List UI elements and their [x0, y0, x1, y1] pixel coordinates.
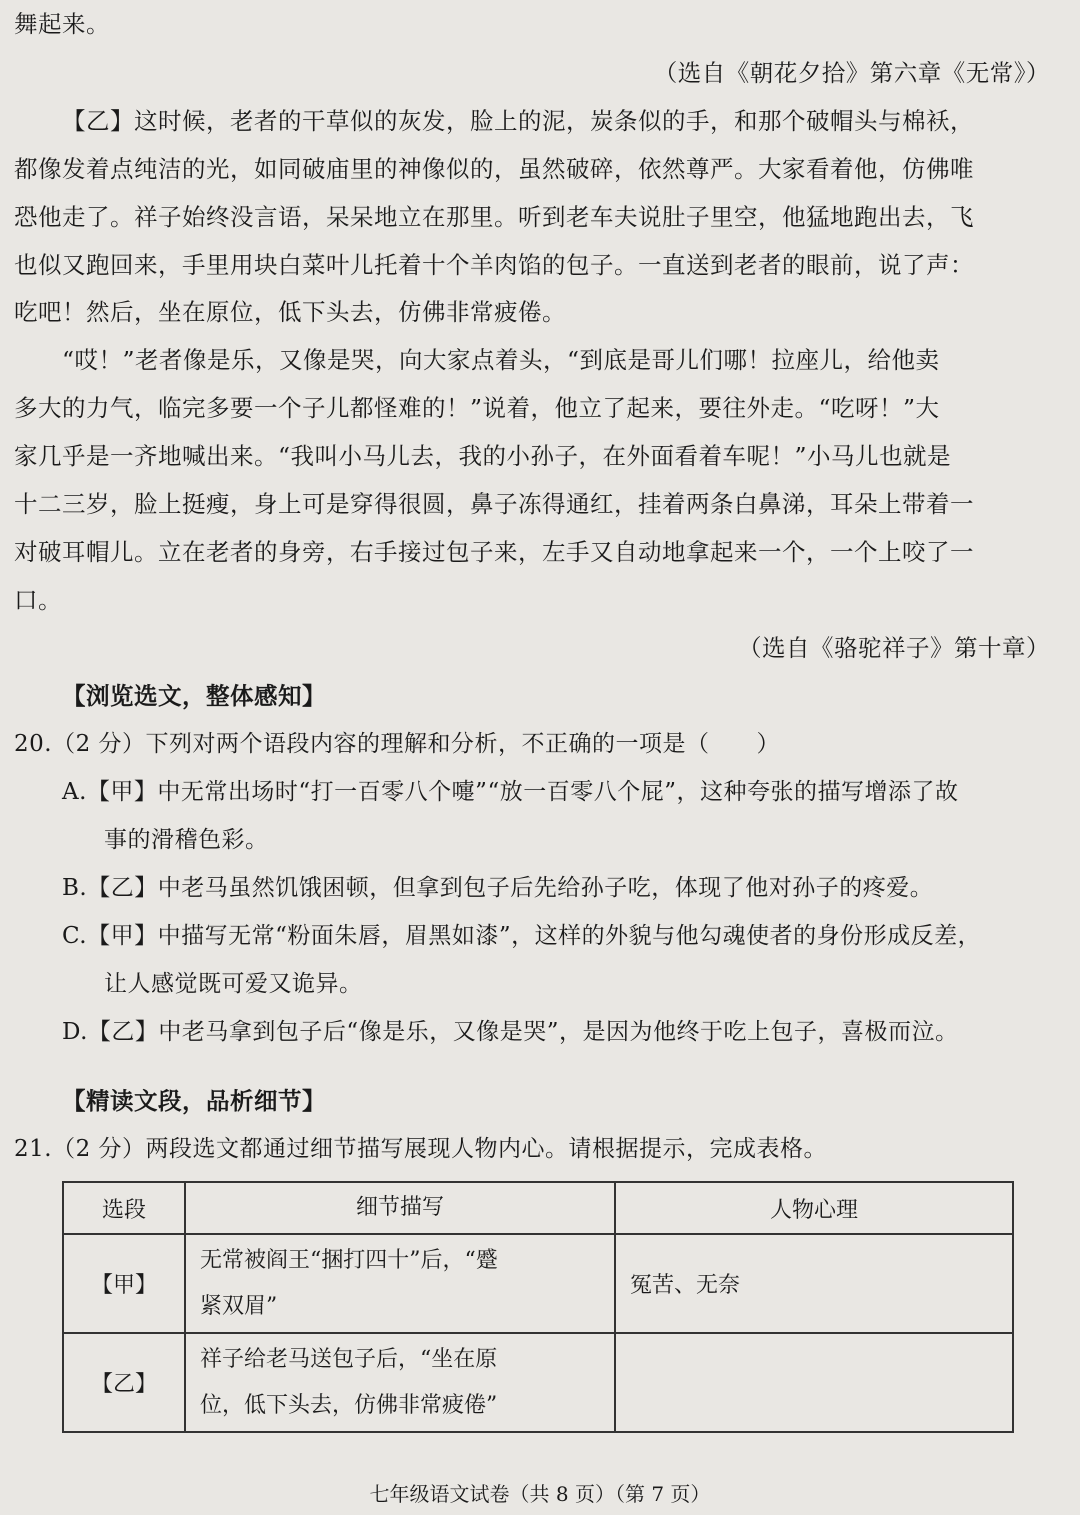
passage-yi-line: 也似又跑回来，手里用块白菜叶儿托着十个羊肉馅的包子。一直送到老者的眼前，说了声：	[14, 251, 974, 279]
source-yi: （选自《骆驼祥子》第十章）	[738, 634, 1050, 662]
header-segment: 选段	[63, 1182, 185, 1234]
passage-yi-line: 恐他走了。祥子始终没言语，呆呆地立在那里。听到老车夫说肚子里空，他猛地跑出去，飞	[14, 203, 974, 231]
passage-yi-line: “哎！”老者像是乐，又像是哭，向大家点着头，“到底是哥儿们哪！拉座儿，给他卖	[62, 346, 940, 374]
passage-yi-line: 十二三岁，脸上挺瘦，身上可是穿得很圆，鼻子冻得通红，挂着两条白鼻涕，耳朵上带着一	[14, 490, 974, 518]
header-mind: 人物心理	[615, 1182, 1013, 1234]
row-segment: 【甲】	[63, 1234, 185, 1333]
option-c: C.【甲】中描写无常“粉面朱唇，眉黑如漆”，这样的外貌与他勾魂使者的身份形成反差，	[62, 923, 982, 949]
question-20-stem: 20.（2 分）下列对两个语段内容的理解和分析，不正确的一项是（ ）	[14, 731, 781, 757]
option-a: A.【甲】中无常出场时“打一百零八个嚏”“放一百零八个屁”，这种夸张的描写增添了故	[62, 779, 959, 805]
passage-yi-line: 都像发着点纯洁的光，如同破庙里的神像似的，虽然破碎，依然尊严。大家看着他，仿佛唯	[14, 155, 974, 183]
detail-line: 祥子给老马送包子后，“坐在原	[200, 1346, 498, 1372]
passage-yi-line: 【乙】这时候，老者的干草似的灰发，脸上的泥，炭条似的手，和那个破帽头与棉袄，	[62, 107, 974, 135]
passage-yi-line: 口。	[14, 586, 62, 614]
option-b: B.【乙】中老马虽然饥饿困顿，但拿到包子后先给孙子吃，体现了他对孙子的疼爱。	[62, 875, 934, 901]
detail-line: 位，低下头去，仿佛非常疲倦”	[200, 1392, 498, 1418]
detail-table	[62, 1181, 1014, 1433]
row-segment: 【乙】	[63, 1333, 185, 1432]
passage-line-top: 舞起来。	[14, 10, 110, 38]
page-footer: 七年级语文试卷（共 8 页）（第 7 页）	[369, 1482, 711, 1506]
row-detail	[185, 1333, 615, 1432]
passage-yi-line: 吃吧！然后，坐在原位，低下头去，仿佛非常疲倦。	[14, 298, 566, 326]
passage-yi-line: 对破耳帽儿。立在老者的身旁，右手接过包子来，左手又自动地拿起来一个，一个上咬了一	[14, 538, 974, 566]
passage-yi-line: 多大的力气，临完多要一个子儿都怪难的！”说着，他立了起来，要往外走。“吃呀！”大	[14, 394, 940, 422]
passage-yi-line: 家几乎是一齐地喊出来。“我叫小马儿去，我的小孙子，在外面看着车呢！”小马儿也就是	[14, 442, 952, 470]
source-jia: （选自《朝花夕拾》第六章《无常》）	[653, 59, 1050, 87]
section-heading-read: 【精读文段，品析细节】	[62, 1087, 326, 1115]
detail-line: 无常被阎王“捆打四十”后，“蹙	[200, 1247, 498, 1273]
table-header-row	[63, 1182, 1013, 1234]
table-row	[63, 1234, 1013, 1333]
row-mind: 冤苦、无奈	[615, 1234, 1013, 1333]
question-21-stem: 21.（2 分）两段选文都通过细节描写展现人物内心。请根据提示，完成表格。	[14, 1136, 828, 1162]
header-detail: 细节描写	[185, 1182, 615, 1234]
option-a-cont: 事的滑稽色彩。	[104, 827, 269, 853]
row-detail	[185, 1234, 615, 1333]
table-row	[63, 1333, 1013, 1432]
detail-line: 紧双眉”	[200, 1293, 278, 1319]
option-d: D.【乙】中老马拿到包子后“像是乐，又像是哭”，是因为他终于吃上包子，喜极而泣。	[62, 1019, 959, 1045]
option-c-cont: 让人感觉既可爱又诡异。	[104, 971, 363, 997]
section-heading-browse: 【浏览选文，整体感知】	[62, 682, 326, 710]
row-mind-answer-blank[interactable]	[615, 1333, 1013, 1432]
